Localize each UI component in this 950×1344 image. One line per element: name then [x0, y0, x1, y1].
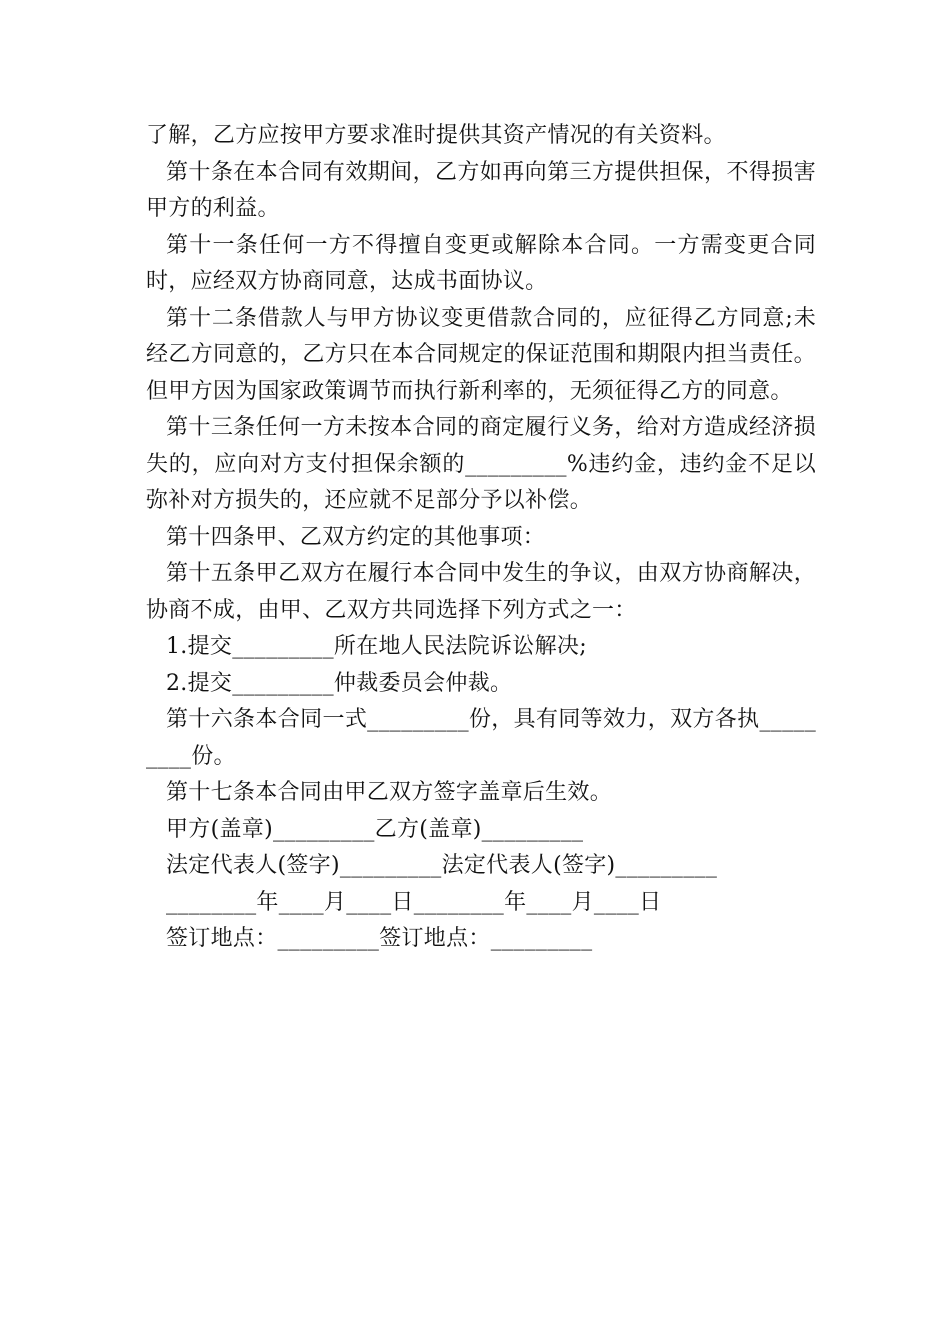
article-16: 第十六条本合同一式_________份，具有同等效力，双方各执_________份。 [146, 707, 816, 769]
signing-location-line: 签订地点：_________签订地点：_________ [166, 926, 593, 951]
article-14: 第十四条甲、乙双方约定的其他事项： [166, 524, 546, 550]
article-11: 第十一条任何一方不得擅自变更或解除本合同。一方需变更合同时，应经双方协商同意，达成书面协议。 [146, 232, 816, 294]
article-15: 第十五条甲乙双方在履行本合同中发生的争议，由双方协商解决，协商不成，由甲、乙双方共同选择下列方式之一： [146, 561, 816, 623]
date-line: ________年____月____日________年____月____日 [166, 889, 662, 915]
option-1: 1.提交_________所在地人民法院诉讼解决; [166, 634, 587, 659]
article-17: 第十七条本合同由甲乙双方签字盖章后生效。 [166, 780, 613, 805]
article-12: 第十二条借款人与甲方协议变更借款合同的，应征得乙方同意;未经乙方同意的，乙方只在本合同规定的保证范围和期限内担当责任。但甲方因为国家政策调节而执行新利率的，无须征得乙方的同意。 [146, 305, 816, 404]
contract-body [146, 118, 816, 958]
signature-seal-line: 甲方(盖章)_________乙方(盖章)_________ [166, 816, 584, 842]
paragraph-continuation: 了解，乙方应按甲方要求准时提供其资产情况的有关资料。 [146, 123, 726, 148]
legal-representative-line: 法定代表人(签字)_________法定代表人(签字)_________ [166, 853, 718, 878]
option-2: 2.提交_________仲裁委员会仲裁。 [166, 670, 513, 696]
article-13: 第十三条任何一方未按本合同的商定履行义务，给对方造成经济损失的，应向对方支付担保余额的_________%违约金，违约金不足以弥补对方损失的，还应就不足部分予以补偿。 [146, 415, 816, 513]
article-10: 第十条在本合同有效期间，乙方如再向第三方提供担保，不得损害甲方的利益。 [146, 159, 816, 221]
